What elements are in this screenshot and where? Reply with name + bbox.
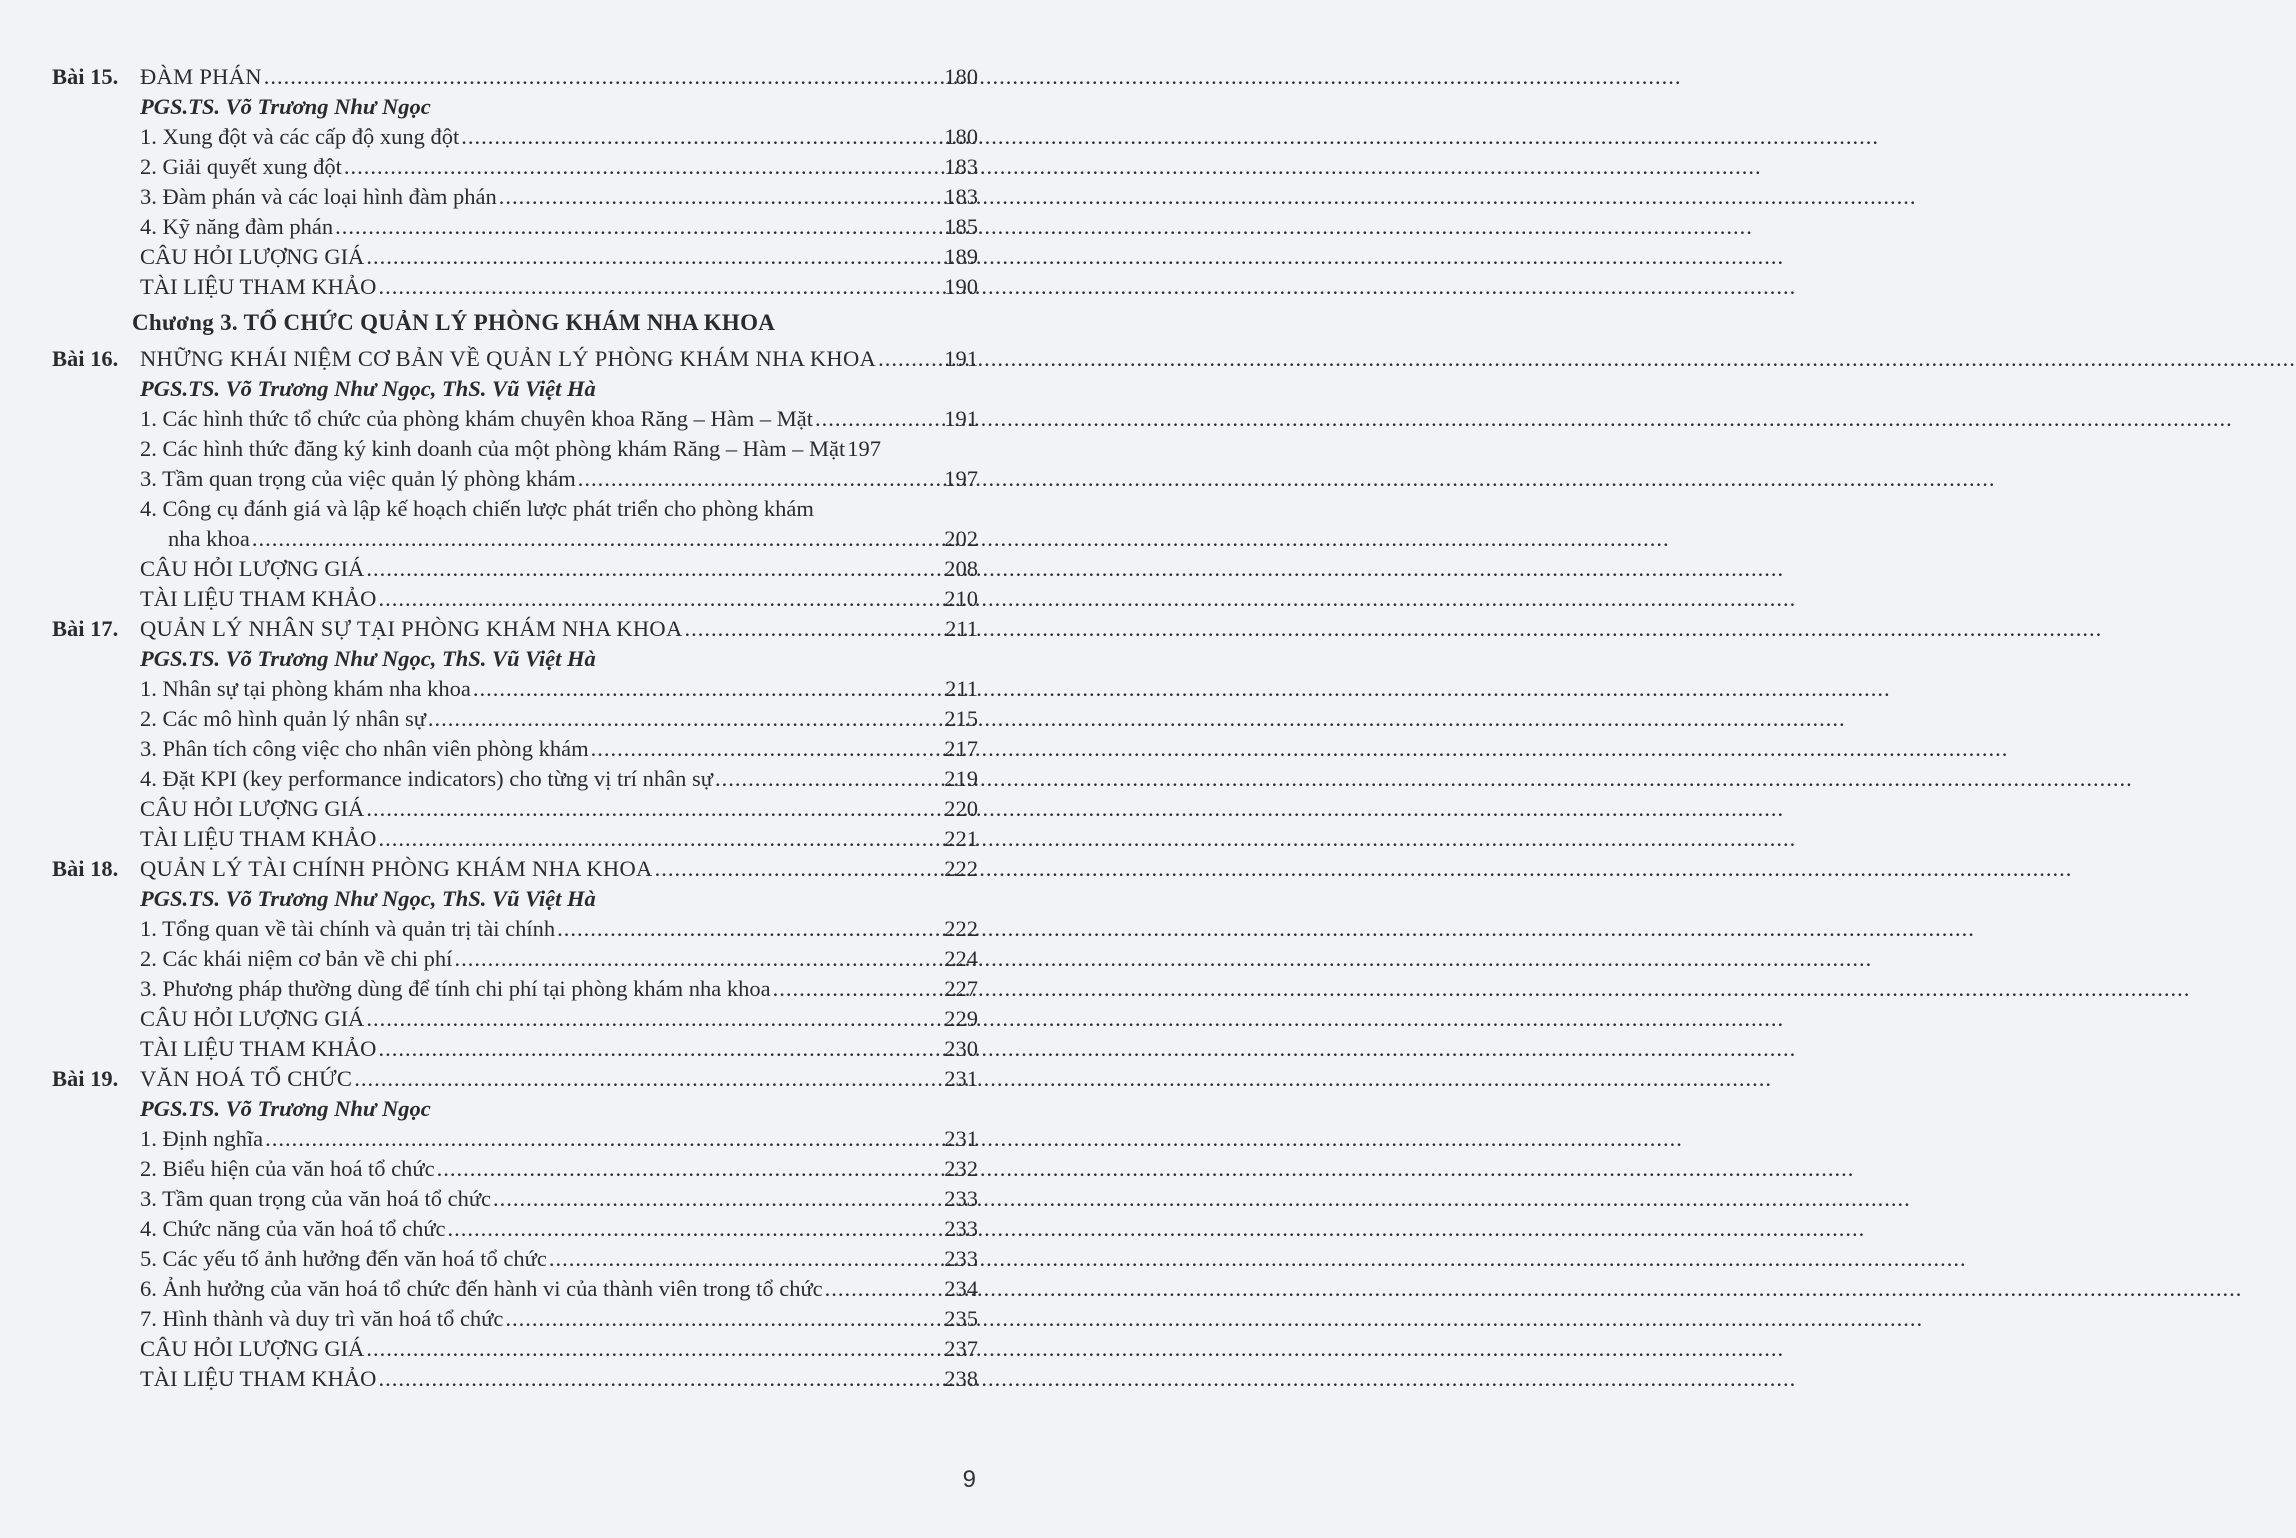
dot-leader [366, 1004, 942, 1034]
entry-title: 4. Đặt KPI (key performance indicators) cho từng vị trí nhân sự [140, 766, 713, 791]
page-ref: 197 [847, 436, 881, 461]
dot-leader [265, 1124, 942, 1154]
toc-entry[interactable] [52, 674, 978, 704]
page-ref: 224 [944, 946, 978, 971]
lesson-number: Bài 19. [52, 1066, 119, 1091]
lesson-title: QUẢN LÝ NHÂN SỰ TẠI PHÒNG KHÁM NHA KHOA [140, 616, 683, 641]
page-ref: 191 [944, 406, 978, 431]
dot-leader [252, 524, 942, 554]
entry-title: TÀI LIỆU THAM KHẢO [140, 1036, 377, 1061]
entry-title: CÂU HỎI LƯỢNG GIÁ [140, 1336, 365, 1361]
chapter-title: Chương 3. TỔ CHỨC QUẢN LÝ PHÒNG KHÁM NHA KHOA [132, 310, 776, 335]
entry-title: 1. Xung đột và các cấp độ xung đột [140, 124, 460, 149]
entry-title: 3. Tầm quan trọng của việc quản lý phòng khám [140, 466, 576, 491]
toc-group-lesson-15 [52, 62, 978, 302]
lesson-title: VĂN HOÁ TỔ CHỨC [140, 1066, 353, 1091]
lesson-authors: PGS.TS. Võ Trương Như Ngọc [140, 1096, 431, 1121]
toc-entry[interactable] [52, 1244, 978, 1274]
lesson-authors-row [52, 92, 978, 122]
lesson-authors-row [52, 644, 978, 674]
dot-leader [378, 1364, 942, 1394]
lesson-authors: PGS.TS. Võ Trương Như Ngọc, ThS. Vũ Việt Hà [140, 886, 596, 911]
page-ref: 215 [944, 706, 978, 731]
lesson-number: Bài 16. [52, 346, 119, 371]
book-page [0, 0, 1000, 1538]
dot-leader [437, 1154, 943, 1184]
dot-leader [366, 794, 942, 824]
toc-lesson [52, 62, 978, 302]
entry-title: CÂU HỎI LƯỢNG GIÁ [140, 796, 365, 821]
toc-entry[interactable] [52, 152, 978, 182]
lesson-number: Bài 18. [52, 856, 119, 881]
dot-leader [493, 1184, 942, 1214]
toc-entry[interactable] [52, 122, 978, 152]
toc-entry[interactable] [52, 242, 978, 272]
entry-title: 1. Định nghĩa [140, 1126, 264, 1151]
entry-title: TÀI LIỆU THAM KHẢO [140, 586, 377, 611]
toc-entry[interactable] [52, 914, 978, 944]
page-number: 9 [962, 1466, 976, 1493]
dot-leader [461, 122, 942, 152]
lesson-heading[interactable] [52, 62, 978, 92]
entry-title: nha khoa [168, 526, 250, 551]
toc-entry[interactable] [52, 1184, 978, 1214]
entry-title: 2. Các mô hình quản lý nhân sự [140, 706, 426, 731]
dot-leader [354, 1064, 942, 1094]
page-ref: 231 [944, 1066, 978, 1091]
page-ref: 233 [944, 1216, 978, 1241]
page-ref: 210 [944, 586, 978, 611]
dot-leader [378, 584, 942, 614]
entry-title: CÂU HỎI LƯỢNG GIÁ [140, 244, 365, 269]
dot-leader [344, 152, 942, 182]
entry-title: 2. Các hình thức đăng ký kinh doanh của một phòng khám Răng – Hàm – Mặt [140, 436, 846, 461]
toc-entry[interactable] [52, 1274, 978, 1304]
page-ref: 183 [944, 154, 978, 179]
page-ref: 229 [944, 1006, 978, 1031]
entry-title: CÂU HỎI LƯỢNG GIÁ [140, 556, 365, 581]
page-ref: 185 [944, 214, 978, 239]
page-ref: 190 [944, 274, 978, 299]
page-ref: 197 [944, 466, 978, 491]
toc-entry[interactable] [52, 464, 978, 494]
page-ref: 183 [944, 184, 978, 209]
page-ref: 221 [944, 826, 978, 851]
page-ref: 235 [944, 1306, 978, 1331]
page-ref: 180 [944, 64, 978, 89]
dot-leader [264, 62, 942, 92]
toc-lesson-16 [52, 344, 978, 614]
page-ref: 211 [945, 616, 978, 641]
toc-entry[interactable] [52, 764, 978, 794]
page-ref: 208 [944, 556, 978, 581]
dot-leader [655, 854, 943, 884]
lesson-title: NHỮNG KHÁI NIỆM CƠ BẢN VỀ QUẢN LÝ PHÒNG KHÁM NHA KHOA [140, 346, 877, 371]
entry-title: TÀI LIỆU THAM KHẢO [140, 826, 377, 851]
lesson-heading[interactable] [52, 614, 978, 644]
lesson-authors-row [52, 1094, 978, 1124]
page-ref: 191 [944, 346, 978, 371]
dot-leader [557, 914, 942, 944]
page-ref: 237 [944, 1336, 978, 1361]
entry-title: 4. Kỹ năng đàm phán [140, 214, 334, 239]
lesson-authors: PGS.TS. Võ Trương Như Ngọc, ThS. Vũ Việt Hà [140, 376, 596, 401]
toc-entry-continuation[interactable] [52, 524, 978, 554]
toc-group-lessons-17-19 [52, 614, 978, 1394]
toc-entry[interactable] [52, 794, 978, 824]
dot-leader [335, 212, 942, 242]
dot-leader [378, 1034, 942, 1064]
toc-lesson [52, 1064, 978, 1394]
dot-leader [825, 1274, 943, 1304]
lesson-heading[interactable] [52, 1064, 978, 1094]
toc-entry[interactable] [52, 944, 978, 974]
entry-title: 2. Giải quyết xung đột [140, 154, 342, 179]
entry-title: TÀI LIỆU THAM KHẢO [140, 1366, 377, 1391]
lesson-title: QUẢN LÝ TÀI CHÍNH PHÒNG KHÁM NHA KHOA [140, 856, 653, 881]
lesson-title: ĐÀM PHÁN [140, 64, 262, 89]
dot-leader [591, 734, 943, 764]
entry-title: 7. Hình thành và duy trì văn hoá tổ chức [140, 1306, 504, 1331]
entry-title: 1. Nhân sự tại phòng khám nha khoa [140, 676, 471, 701]
toc-entry[interactable] [52, 1334, 978, 1364]
page-ref: 227 [944, 976, 978, 1001]
toc-entry[interactable] [52, 824, 978, 854]
page-ref: 220 [944, 796, 978, 821]
entry-title: 3. Tầm quan trọng của văn hoá tổ chức [140, 1186, 492, 1211]
lesson-authors-row [52, 374, 978, 404]
entry-title: 2. Biểu hiện của văn hoá tổ chức [140, 1156, 435, 1181]
dot-leader [473, 674, 943, 704]
page-ref: 217 [944, 736, 978, 761]
dot-leader [773, 974, 943, 1004]
lesson-authors: PGS.TS. Võ Trương Như Ngọc [140, 94, 431, 119]
page-ref: 222 [944, 856, 978, 881]
page-ref: 189 [944, 244, 978, 269]
chapter-heading [52, 302, 978, 344]
dot-leader [715, 764, 942, 794]
toc-entry[interactable] [52, 272, 978, 302]
dot-leader [578, 464, 943, 494]
toc-entry-first-line[interactable] [52, 494, 978, 524]
lesson-heading[interactable] [52, 854, 978, 884]
entry-title: TÀI LIỆU THAM KHẢO [140, 274, 377, 299]
entry-title: CÂU HỎI LƯỢNG GIÁ [140, 1006, 365, 1031]
entry-title: 5. Các yếu tố ảnh hưởng đến văn hoá tổ chức [140, 1246, 547, 1271]
page-ref: 233 [944, 1246, 978, 1271]
toc-entry[interactable] [52, 1124, 978, 1154]
dot-leader [499, 182, 942, 212]
dot-leader [685, 614, 944, 644]
toc-lesson [52, 854, 978, 1064]
lesson-authors-row [52, 884, 978, 914]
page-ref: 219 [944, 766, 978, 791]
dot-leader [378, 272, 942, 302]
dot-leader [366, 1334, 942, 1364]
entry-title: 6. Ảnh hưởng của văn hoá tổ chức đến hành vi của thành viên trong tổ chức [140, 1276, 823, 1301]
toc-entry[interactable] [52, 974, 978, 1004]
entry-title: 1. Tổng quan về tài chính và quản trị tài chính [140, 916, 556, 941]
toc-entry[interactable] [52, 212, 978, 242]
lesson-authors: PGS.TS. Võ Trương Như Ngọc, ThS. Vũ Việt Hà [140, 646, 596, 671]
toc-entry[interactable] [52, 734, 978, 764]
entry-title: 4. Chức năng của văn hoá tổ chức [140, 1216, 446, 1241]
lesson-number: Bài 15. [52, 64, 119, 89]
dot-leader [454, 944, 942, 974]
toc-entry[interactable] [52, 1004, 978, 1034]
entry-title: 2. Các khái niệm cơ bản về chi phí [140, 946, 453, 971]
toc-entry[interactable] [52, 182, 978, 212]
entry-title: 3. Phương pháp thường dùng để tính chi phí tại phòng khám nha khoa [140, 976, 771, 1001]
page-ref: 231 [944, 1126, 978, 1151]
page-ref: 202 [944, 526, 978, 551]
toc-entry[interactable] [52, 434, 978, 464]
dot-leader [878, 344, 942, 374]
entry-title: 3. Phân tích công việc cho nhân viên phòng khám [140, 736, 589, 761]
entry-title: 4. Công cụ đánh giá và lập kế hoạch chiến lược phát triển cho phòng khám [140, 496, 814, 521]
page-ref: 238 [944, 1366, 978, 1391]
dot-leader [815, 404, 942, 434]
dot-leader [505, 1304, 942, 1334]
toc-entry[interactable] [52, 554, 978, 584]
toc-entry[interactable] [52, 704, 978, 734]
entry-title: 3. Đàm phán và các loại hình đàm phán [140, 184, 497, 209]
toc-entry[interactable] [52, 404, 978, 434]
page-ref: 232 [944, 1156, 978, 1181]
toc-entry[interactable] [52, 584, 978, 614]
toc-entry[interactable] [52, 1034, 978, 1064]
dot-leader [378, 824, 942, 854]
toc-entry[interactable] [52, 1364, 978, 1394]
dot-leader [549, 1244, 942, 1274]
dot-leader [428, 704, 942, 734]
toc-entry[interactable] [52, 1154, 978, 1184]
entry-title: 1. Các hình thức tổ chức của phòng khám chuyên khoa Răng – Hàm – Mặt [140, 406, 813, 431]
page-ref: 233 [944, 1186, 978, 1211]
page-ref: 180 [944, 124, 978, 149]
page-ref: 211 [945, 676, 978, 701]
lesson-heading[interactable] [52, 344, 978, 374]
page-ref: 230 [944, 1036, 978, 1061]
table-of-contents [52, 62, 978, 1394]
page-ref: 222 [944, 916, 978, 941]
dot-leader [366, 242, 942, 272]
lesson-number: Bài 17. [52, 616, 119, 641]
toc-lesson [52, 614, 978, 854]
page-ref: 234 [944, 1276, 978, 1301]
toc-entry[interactable] [52, 1214, 978, 1244]
dot-leader [366, 554, 942, 584]
toc-entry[interactable] [52, 1304, 978, 1334]
dot-leader [448, 1214, 943, 1244]
